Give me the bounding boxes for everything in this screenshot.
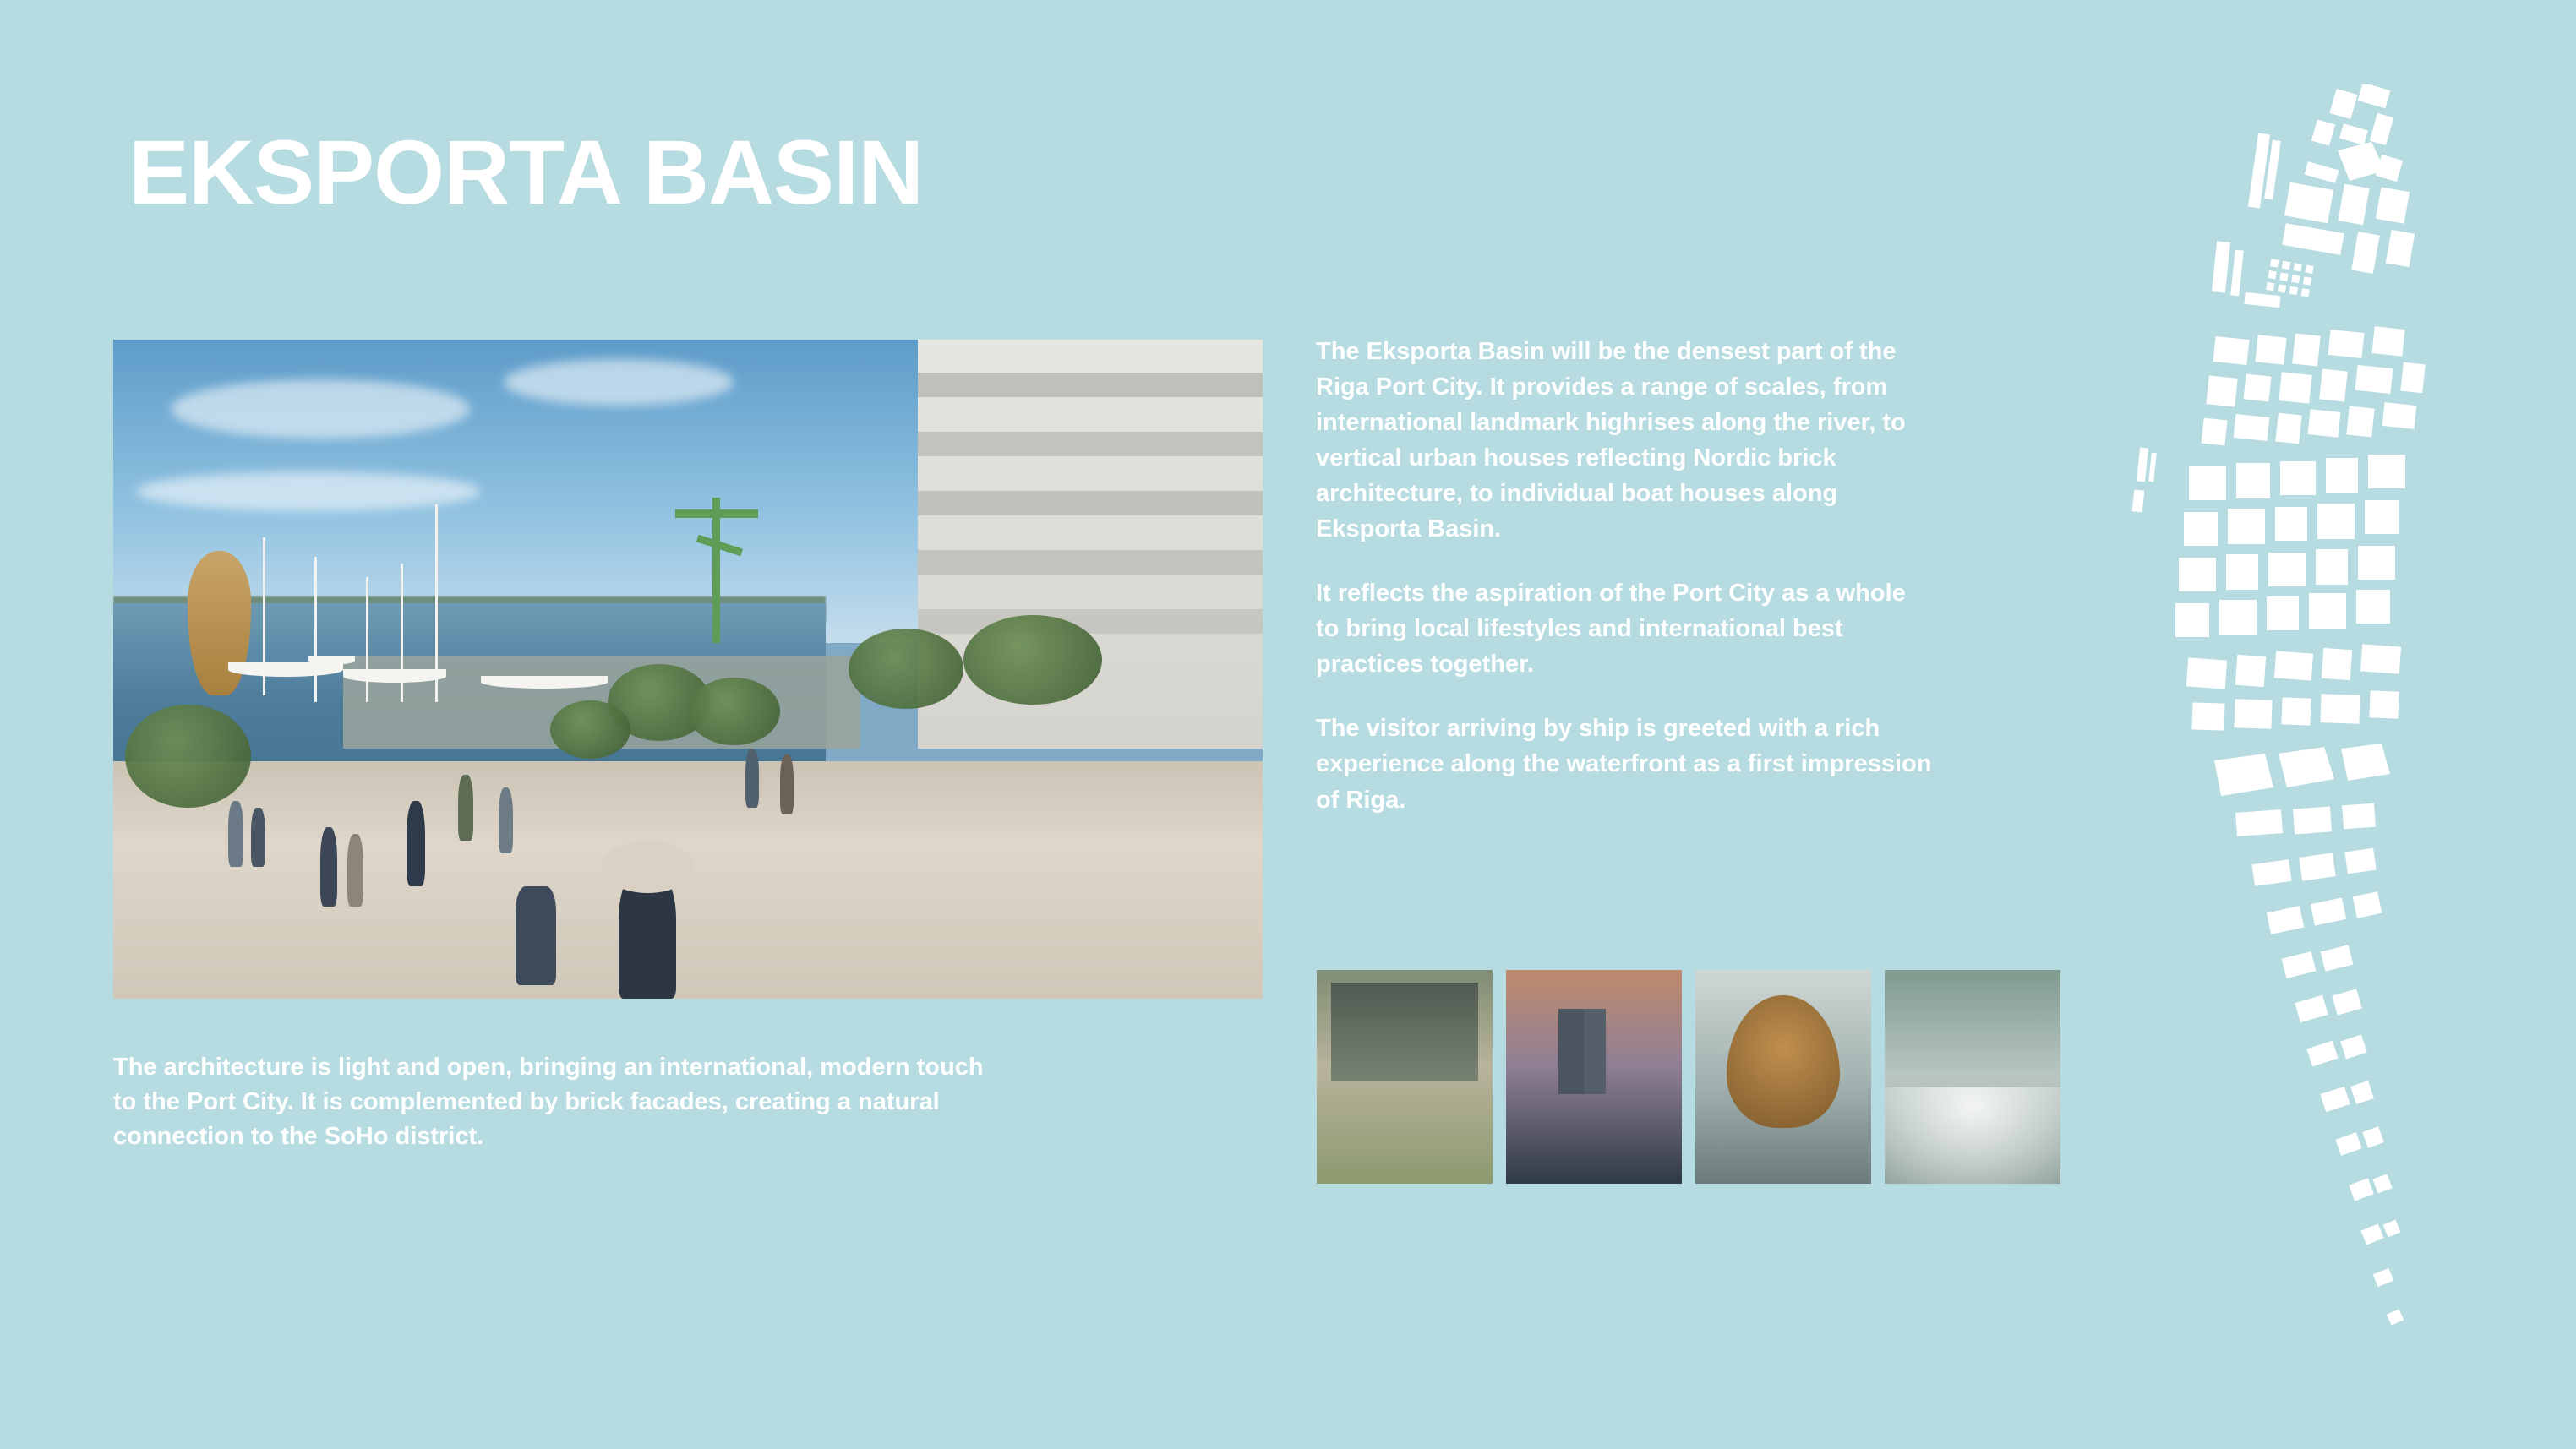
page-title: EKSPORTA BASIN [128,121,924,223]
tree [849,629,963,709]
lead-paragraph: The architecture is light and open, bringing an international, modern touch to the Port City. It is complemented by brick facades, creating a natural connection to the SoHo district. [113,1054,984,1151]
figure [745,749,759,808]
figure [228,801,243,867]
riga-port-city-plan [2088,84,2442,1386]
tree [125,705,252,808]
hero-render-image [113,340,1263,999]
figure [780,754,794,814]
cloud-shape [136,471,481,511]
figure [407,801,425,886]
sailboat-mast [314,557,317,702]
sun-hat [602,841,694,893]
port-crane-icon [665,498,768,643]
thumbnail-interior-terrace[interactable] [1317,970,1493,1184]
figure [320,827,337,907]
paragraph-3: The visitor arriving by ship is greeted with a rich experience along the waterfront as a first impression of Riga. [1316,715,1932,814]
thumbnail-thermal-pool[interactable] [1885,970,2060,1184]
tree [688,678,780,745]
right-column-text [1316,334,1933,818]
sailboat-hull [343,669,446,683]
figure [499,787,514,853]
thumbnail-timber-pavilion[interactable] [1695,970,1871,1184]
tree [963,615,1101,705]
cloud-shape [504,359,734,406]
paragraph-2: It reflects the aspiration of the Port City as a whole to bring local lifestyles and international best practices together. [1316,580,1906,678]
figure [458,775,473,841]
tree [550,700,630,759]
thumbnail-strip [1317,970,2060,1184]
seated-figure [516,886,556,985]
thumbnail-towers-dusk[interactable] [1506,970,1682,1184]
figure [347,834,363,907]
cloud-shape [171,379,470,439]
figure [251,808,265,867]
paragraph-1: The Eksporta Basin will be the densest part of the Riga Port City. It provides a range of scales, from international landmark highrises along the river, to vertical urban houses reflecting Nordic brick architecture, to individual boat houses along Eksporta Basin. [1316,338,1906,543]
